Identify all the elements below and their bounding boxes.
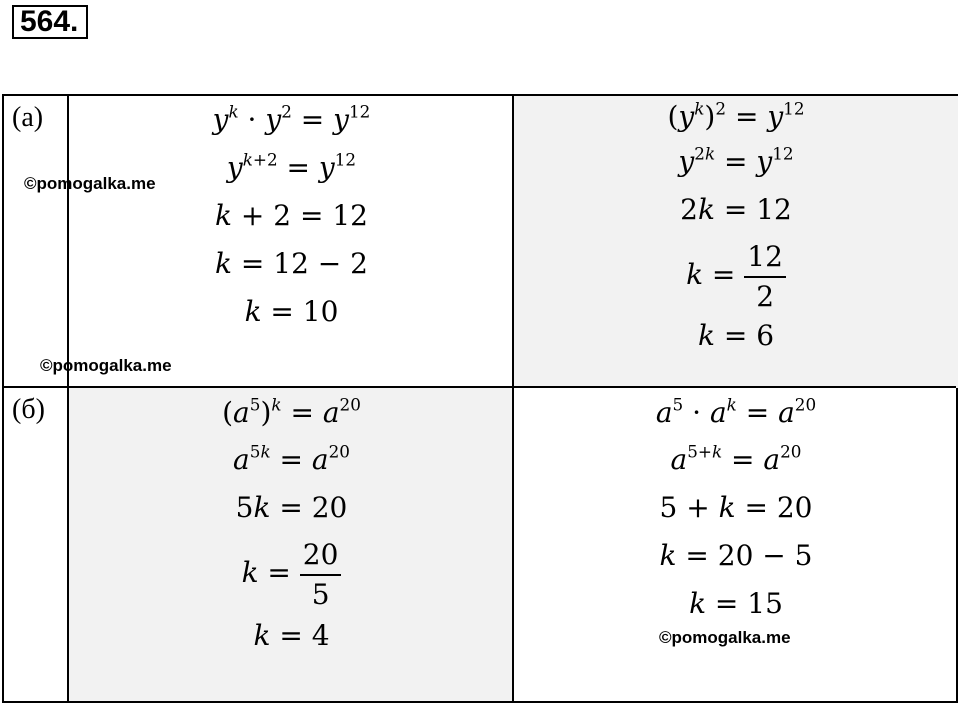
equation-line: 5 + k = 20 <box>659 491 813 524</box>
equation-line: k = 6 <box>697 319 775 352</box>
equation-line: $(a^5)^k = a^{20}$ <box>222 394 361 429</box>
equation-line: $a^{5+k} = a^{20}$ <box>670 441 802 476</box>
row-label-a: (а) <box>12 102 44 133</box>
equation-line: k + 2 = 12 <box>215 199 368 232</box>
solution-a-right <box>514 96 958 356</box>
equation-line: k = 12 − 2 <box>215 247 368 280</box>
equation-line: k = $\frac{12}{2}$ <box>514 234 958 316</box>
equation-line: 5k = 20 <box>235 491 348 524</box>
watermark: ©pomogalka.me <box>40 356 172 375</box>
equation-line: $a^{5k} = a^{20}$ <box>233 441 350 476</box>
equation-line: $(y^k)^2 = y^{12}$ <box>667 98 805 133</box>
equation-line: k = 20 − 5 <box>659 539 813 572</box>
equation-line: k = 15 <box>689 587 783 620</box>
solution-b-right <box>514 390 958 628</box>
fraction: $\frac{20}{5}$ <box>300 536 342 614</box>
solution-b-left <box>69 390 514 658</box>
equation-line: 2k = 12 <box>680 193 792 226</box>
solution-a-left <box>69 96 514 336</box>
fraction: $\frac{12}{2}$ <box>744 238 786 316</box>
row-divider <box>4 386 956 388</box>
equation-line: $a^5 \cdot a^k = a^{20}$ <box>655 394 817 429</box>
equation-line: k = 10 <box>244 295 339 328</box>
equation-line: $y^{k+2} = y^{12}$ <box>226 149 357 184</box>
equation-line: $y^{2k} = y^{12}$ <box>678 143 794 178</box>
watermark: ©pomogalka.me <box>24 174 156 193</box>
equation-line: $y^k \cdot y^2 = y^{12}$ <box>212 101 371 136</box>
equation-line: k = $\frac{20}{5}$ <box>69 532 514 614</box>
equation-line: k = 4 <box>253 619 330 652</box>
problem-number: 564. <box>12 5 88 39</box>
row-label-b: (б) <box>12 394 45 425</box>
watermark: ©pomogalka.me <box>659 628 791 647</box>
